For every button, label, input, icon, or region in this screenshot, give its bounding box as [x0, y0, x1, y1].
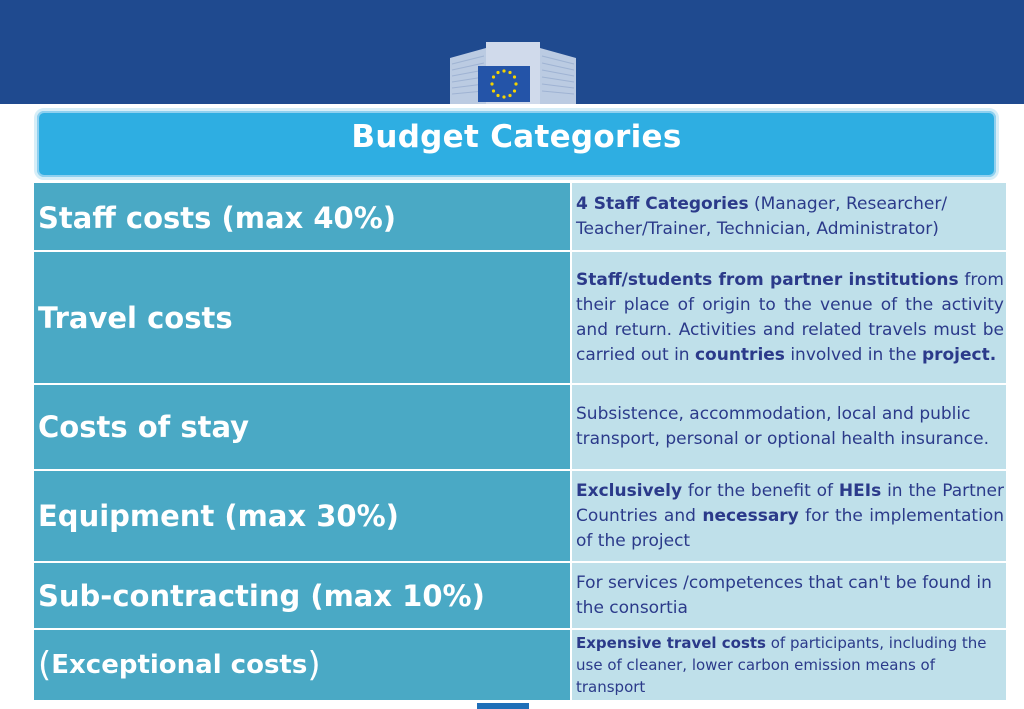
table-row-exceptional	[34, 630, 1006, 702]
row-description	[572, 183, 1006, 252]
budget-table	[34, 183, 1006, 702]
row-label	[34, 252, 572, 385]
desc-bold: Exclusively	[576, 480, 683, 501]
label-text: Exceptional costs	[51, 650, 308, 680]
header-bar	[0, 0, 1024, 104]
title-banner	[34, 108, 999, 180]
row-description	[572, 252, 1006, 385]
label-paren-open: (	[38, 645, 52, 685]
label-text: Staff costs (max 40%)	[38, 201, 397, 235]
desc-text: (Manager, Researcher/ Teacher/Trainer, Technician, Administrator)	[576, 193, 948, 239]
desc-text: For services /competences that can't be found in the consortia	[576, 572, 992, 618]
table-row-travel	[34, 252, 1006, 385]
row-description	[572, 385, 1006, 471]
desc-bold: necessary	[702, 505, 799, 526]
row-description	[572, 471, 1006, 563]
row-label	[34, 471, 572, 563]
desc-text: from their place of origin to the venue of the activity and return. Activities and related travels must be carried out in	[576, 269, 1004, 365]
table-row-subcontracting	[34, 563, 1006, 630]
label-text: Equipment (max 30%)	[38, 499, 399, 533]
desc-text: for the implementation of the project	[576, 505, 1004, 551]
desc-bold: HEIs	[838, 480, 882, 501]
label-text: Sub-contracting (max 10%)	[38, 578, 485, 613]
desc-text: in the Partner Countries and	[576, 480, 1004, 526]
row-label	[34, 563, 572, 630]
desc-text: Subsistence, accommodation, local and public transport, personal or optional health insurance.	[576, 404, 990, 449]
label-text: Costs of stay	[38, 410, 250, 444]
page-title: Budget Categories	[351, 119, 682, 155]
row-description	[572, 563, 1006, 630]
desc-text: of participants, including the use of cleaner, lower carbon emission means of transport	[576, 634, 987, 696]
desc-text: for the benefit of	[682, 480, 839, 501]
row-label	[34, 183, 572, 252]
desc-bold: countries	[694, 344, 785, 365]
table-row-staff	[34, 183, 1006, 252]
desc-text: involved in the	[784, 344, 922, 365]
table-row-equipment	[34, 471, 1006, 563]
desc-bold: Staff/students from partner institutions	[576, 269, 959, 290]
eu-commission-logo-icon	[448, 38, 578, 104]
row-label	[34, 630, 572, 702]
slide-footer-tab	[477, 703, 529, 709]
desc-bold: Expensive travel costs	[576, 634, 766, 652]
label-text: Travel costs	[38, 300, 233, 335]
label-paren-close: )	[307, 645, 321, 685]
table-row-stay	[34, 385, 1006, 471]
desc-bold: 4 Staff Categories	[576, 193, 749, 214]
row-description	[572, 630, 1006, 702]
desc-bold: project.	[921, 344, 997, 365]
row-label	[34, 385, 572, 471]
